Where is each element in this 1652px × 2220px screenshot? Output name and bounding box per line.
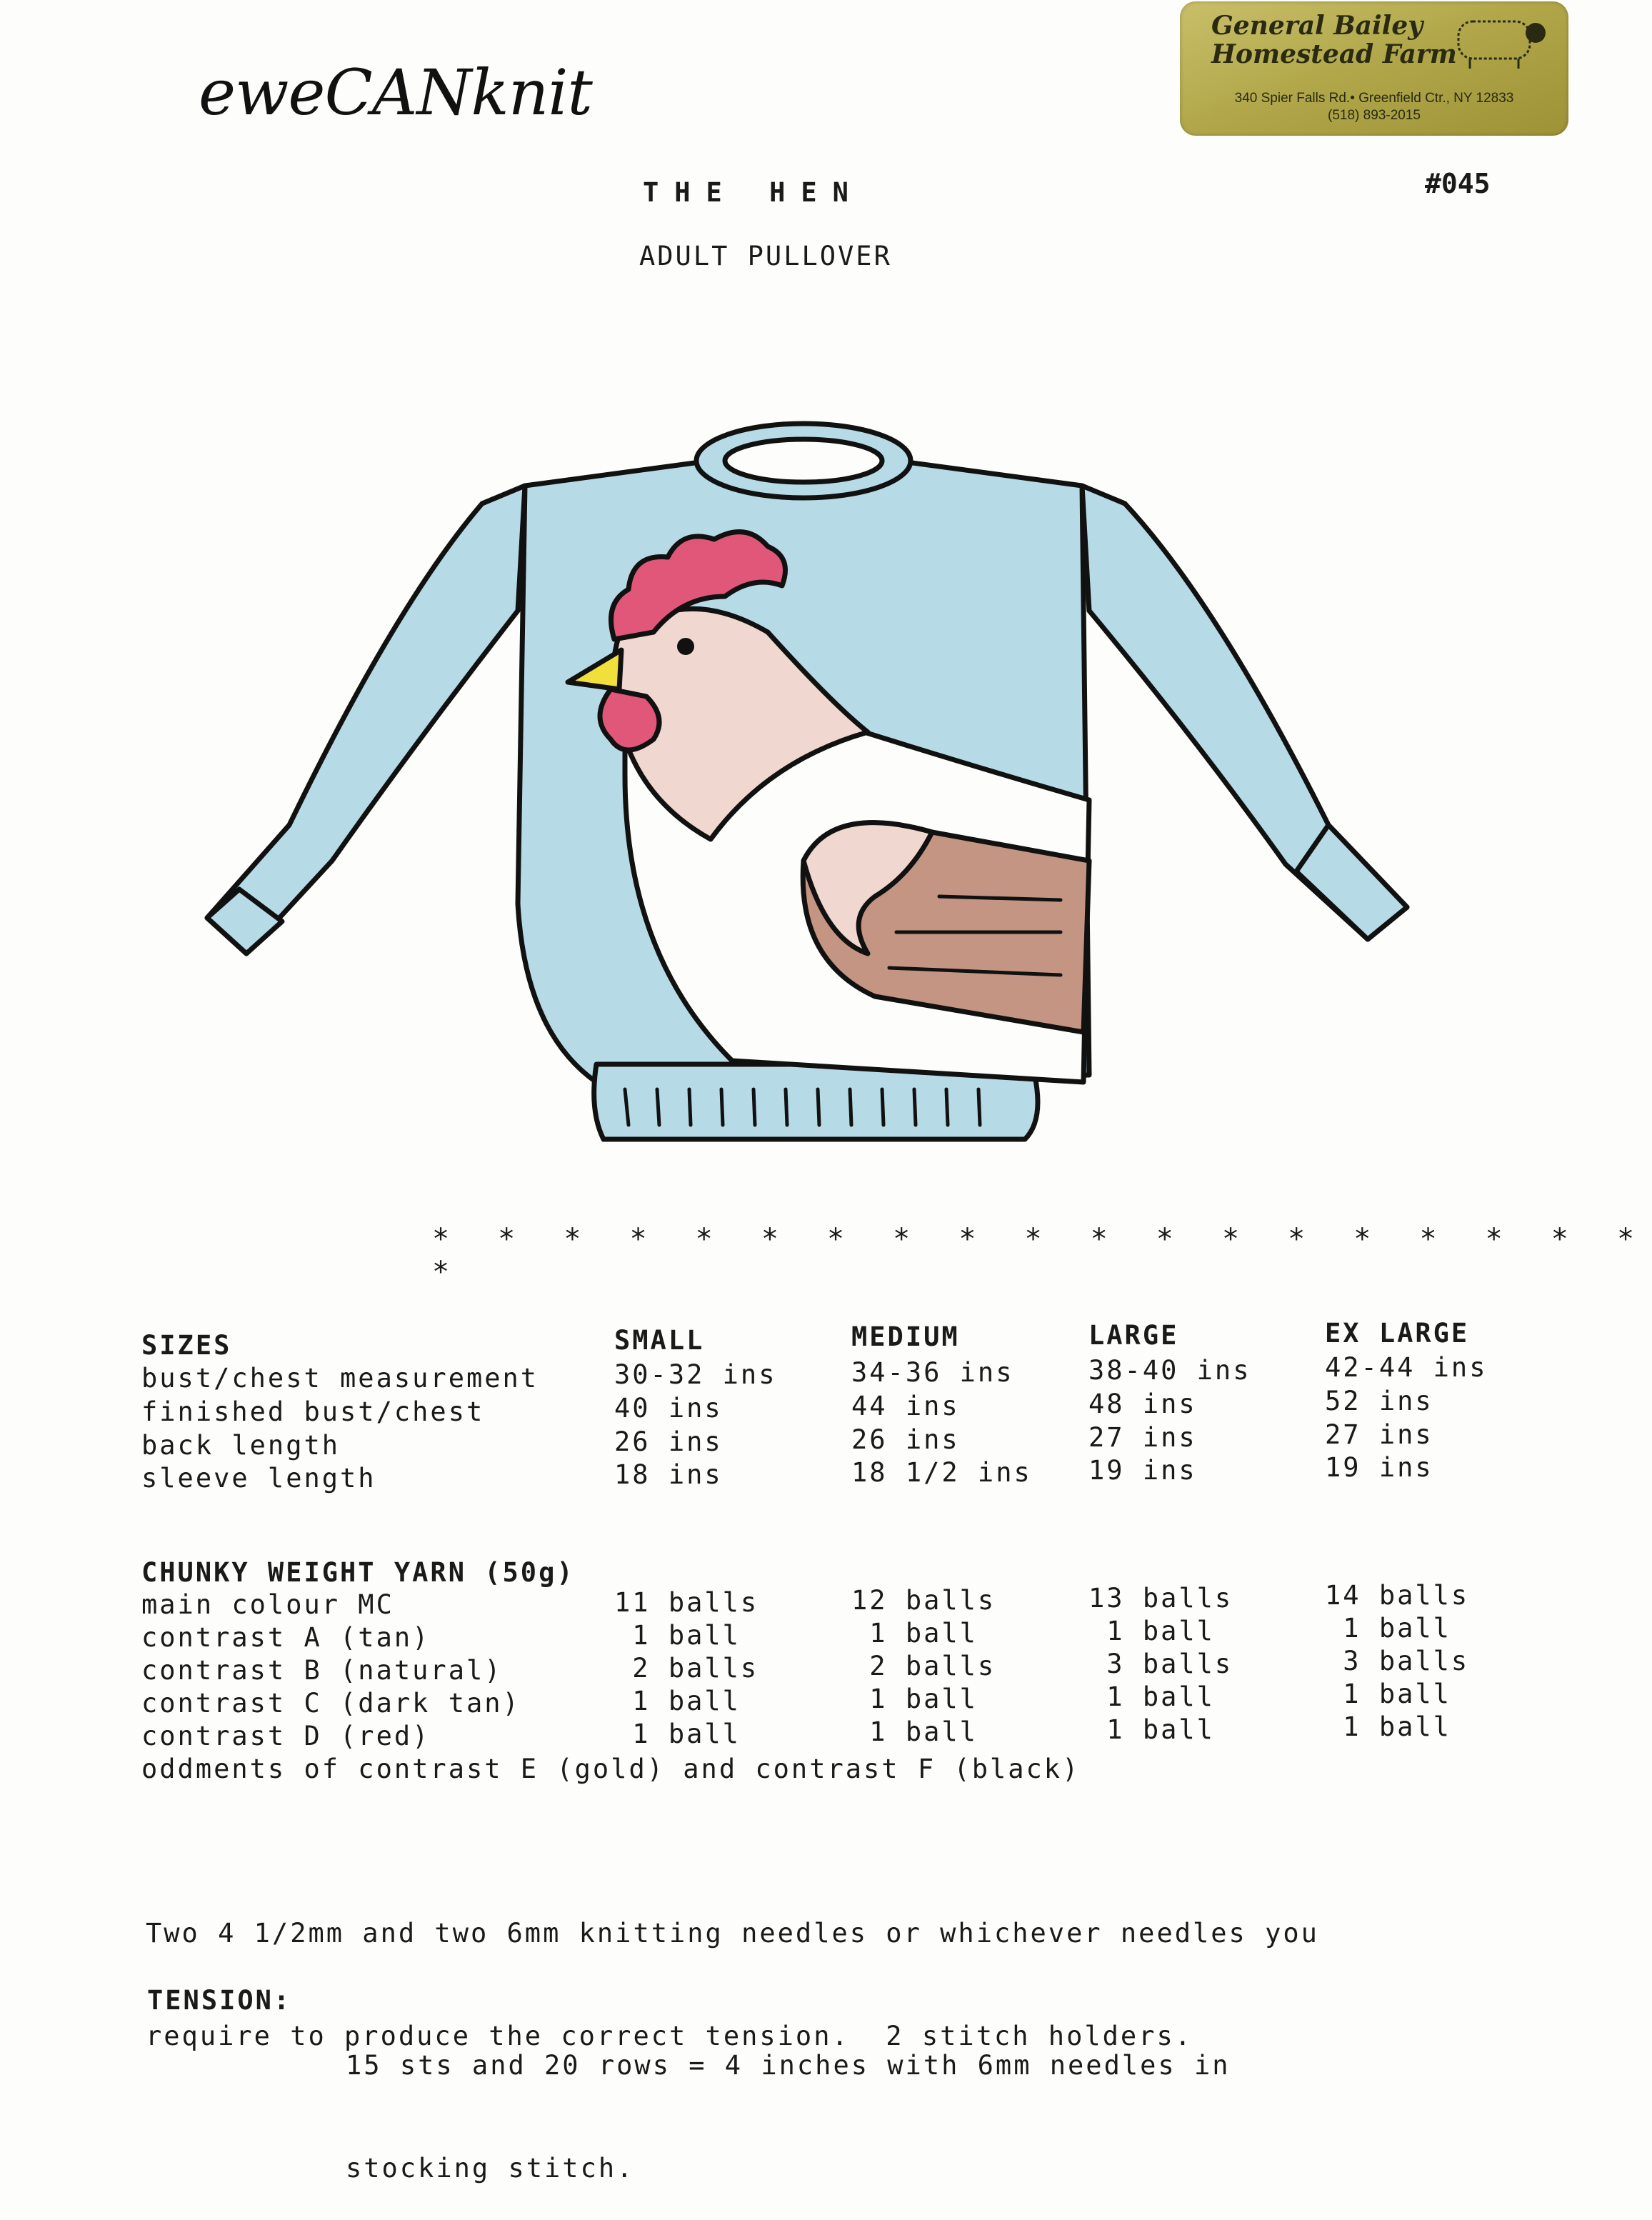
- sticker-phone: (518) 893-2015: [1328, 108, 1421, 123]
- size-col-large: LARGE: [1088, 1320, 1179, 1351]
- sizes-cell: 27 ins: [1325, 1419, 1433, 1450]
- hen-eye: [677, 638, 694, 655]
- yarn-cell: 13 balls: [1088, 1583, 1233, 1614]
- needles-line1: Two 4 1/2mm and two 6mm knitting needles or whichever needles you: [146, 1918, 1319, 1949]
- sizes-heading: SIZES: [141, 1330, 232, 1361]
- yarn-oddments: oddments of contrast E (gold) and contrast F (black): [141, 1754, 1081, 1784]
- sizes-cell: 40 ins: [614, 1393, 723, 1424]
- yarn-cell: 2 balls: [614, 1653, 759, 1684]
- sizes-row-label: bust/chest measurement: [141, 1363, 539, 1394]
- sticker-farm-name: [1211, 11, 1457, 69]
- size-col-xl: EX LARGE: [1325, 1318, 1470, 1349]
- sizes-cell: 38-40 ins: [1088, 1355, 1251, 1386]
- yarn-cell: 1 ball: [1325, 1613, 1451, 1644]
- sizes-row-label: back length: [141, 1430, 341, 1461]
- size-col-small: SMALL: [614, 1325, 705, 1356]
- size-col-medium: MEDIUM: [851, 1321, 960, 1352]
- tension-line1: 15 sts and 20 rows = 4 inches with 6mm needles in: [346, 2050, 1231, 2081]
- sizes-cell: 19 ins: [1325, 1452, 1433, 1483]
- yarn-row-label: main colour MC: [141, 1589, 394, 1620]
- tension-text: [346, 1980, 1231, 2220]
- sizes-row-label: finished bust/chest: [141, 1396, 485, 1427]
- sticker-address: 340 Spier Falls Rd.• Greenfield Ctr., NY 12833: [1234, 91, 1514, 106]
- sizes-cell: 18 ins: [614, 1459, 723, 1490]
- sizes-cell: 26 ins: [614, 1426, 723, 1457]
- sticker-line2: Homestead Farm: [1211, 39, 1457, 69]
- tension-label: TENSION:: [147, 1985, 292, 2016]
- yarn-cell: 1 ball: [851, 1716, 978, 1747]
- yarn-cell: 1 ball: [851, 1618, 978, 1649]
- left-sleeve: [207, 486, 525, 954]
- sizes-cell: 26 ins: [851, 1424, 960, 1455]
- sizes-cell: 44 ins: [851, 1391, 960, 1421]
- yarn-cell: 2 balls: [851, 1651, 996, 1681]
- yarn-row-label: contrast C (dark tan): [141, 1688, 521, 1719]
- yarn-cell: 14 balls: [1325, 1580, 1470, 1611]
- yarn-cell: 12 balls: [851, 1585, 996, 1616]
- hen-wattle: [600, 689, 659, 750]
- yarn-cell: 1 ball: [614, 1686, 741, 1716]
- sizes-cell: 18 1/2 ins: [851, 1457, 1032, 1488]
- sizes-row-label: sleeve length: [141, 1463, 376, 1494]
- sizes-cell: 27 ins: [1088, 1422, 1197, 1453]
- sweater-illustration: [182, 404, 1411, 1154]
- yarn-row-label: contrast A (tan): [141, 1622, 431, 1653]
- sizes-cell: 42-44 ins: [1325, 1352, 1488, 1383]
- pattern-number: #045: [1425, 168, 1491, 199]
- sizes-cell: 30-32 ins: [614, 1359, 777, 1390]
- needles-line2: require to produce the correct tension. 2 stitch holders.: [146, 2021, 1193, 2051]
- pattern-subtitle: ADULT PULLOVER: [639, 241, 892, 271]
- yarn-cell: 11 balls: [614, 1587, 759, 1618]
- yarn-cell: 1 ball: [1088, 1714, 1215, 1745]
- section-divider: * * * * * * * * * * * * * * * * * * * *: [432, 1223, 1651, 1289]
- yarn-cell: 1 ball: [1088, 1616, 1215, 1646]
- sizes-cell: 19 ins: [1088, 1455, 1197, 1486]
- yarn-cell: 1 ball: [1325, 1679, 1451, 1709]
- sticker-line1: General Bailey: [1211, 11, 1423, 41]
- yarn-heading: CHUNKY WEIGHT YARN (50g): [141, 1557, 575, 1588]
- brand-logo: eweCANknit: [199, 56, 592, 129]
- sheep-icon: [1444, 14, 1551, 71]
- yarn-row-label: contrast B (natural): [141, 1655, 503, 1686]
- yarn-cell: 1 ball: [1088, 1681, 1215, 1712]
- yarn-cell: 1 ball: [614, 1719, 741, 1749]
- yarn-cell: 1 ball: [851, 1684, 978, 1714]
- sizes-cell: 52 ins: [1325, 1386, 1433, 1416]
- yarn-cell: 3 balls: [1325, 1646, 1470, 1676]
- sizes-cell: 48 ins: [1088, 1389, 1197, 1419]
- yarn-cell: 3 balls: [1088, 1649, 1233, 1679]
- yarn-cell: 1 ball: [614, 1620, 741, 1651]
- tension-line2: stocking stitch.: [346, 2153, 635, 2184]
- sizes-cell: 34-36 ins: [851, 1357, 1014, 1388]
- farm-sticker: [1180, 1, 1568, 136]
- pattern-title: THE HEN: [643, 177, 864, 208]
- yarn-row-label: contrast D (red): [141, 1721, 431, 1751]
- yarn-cell: 1 ball: [1325, 1711, 1451, 1742]
